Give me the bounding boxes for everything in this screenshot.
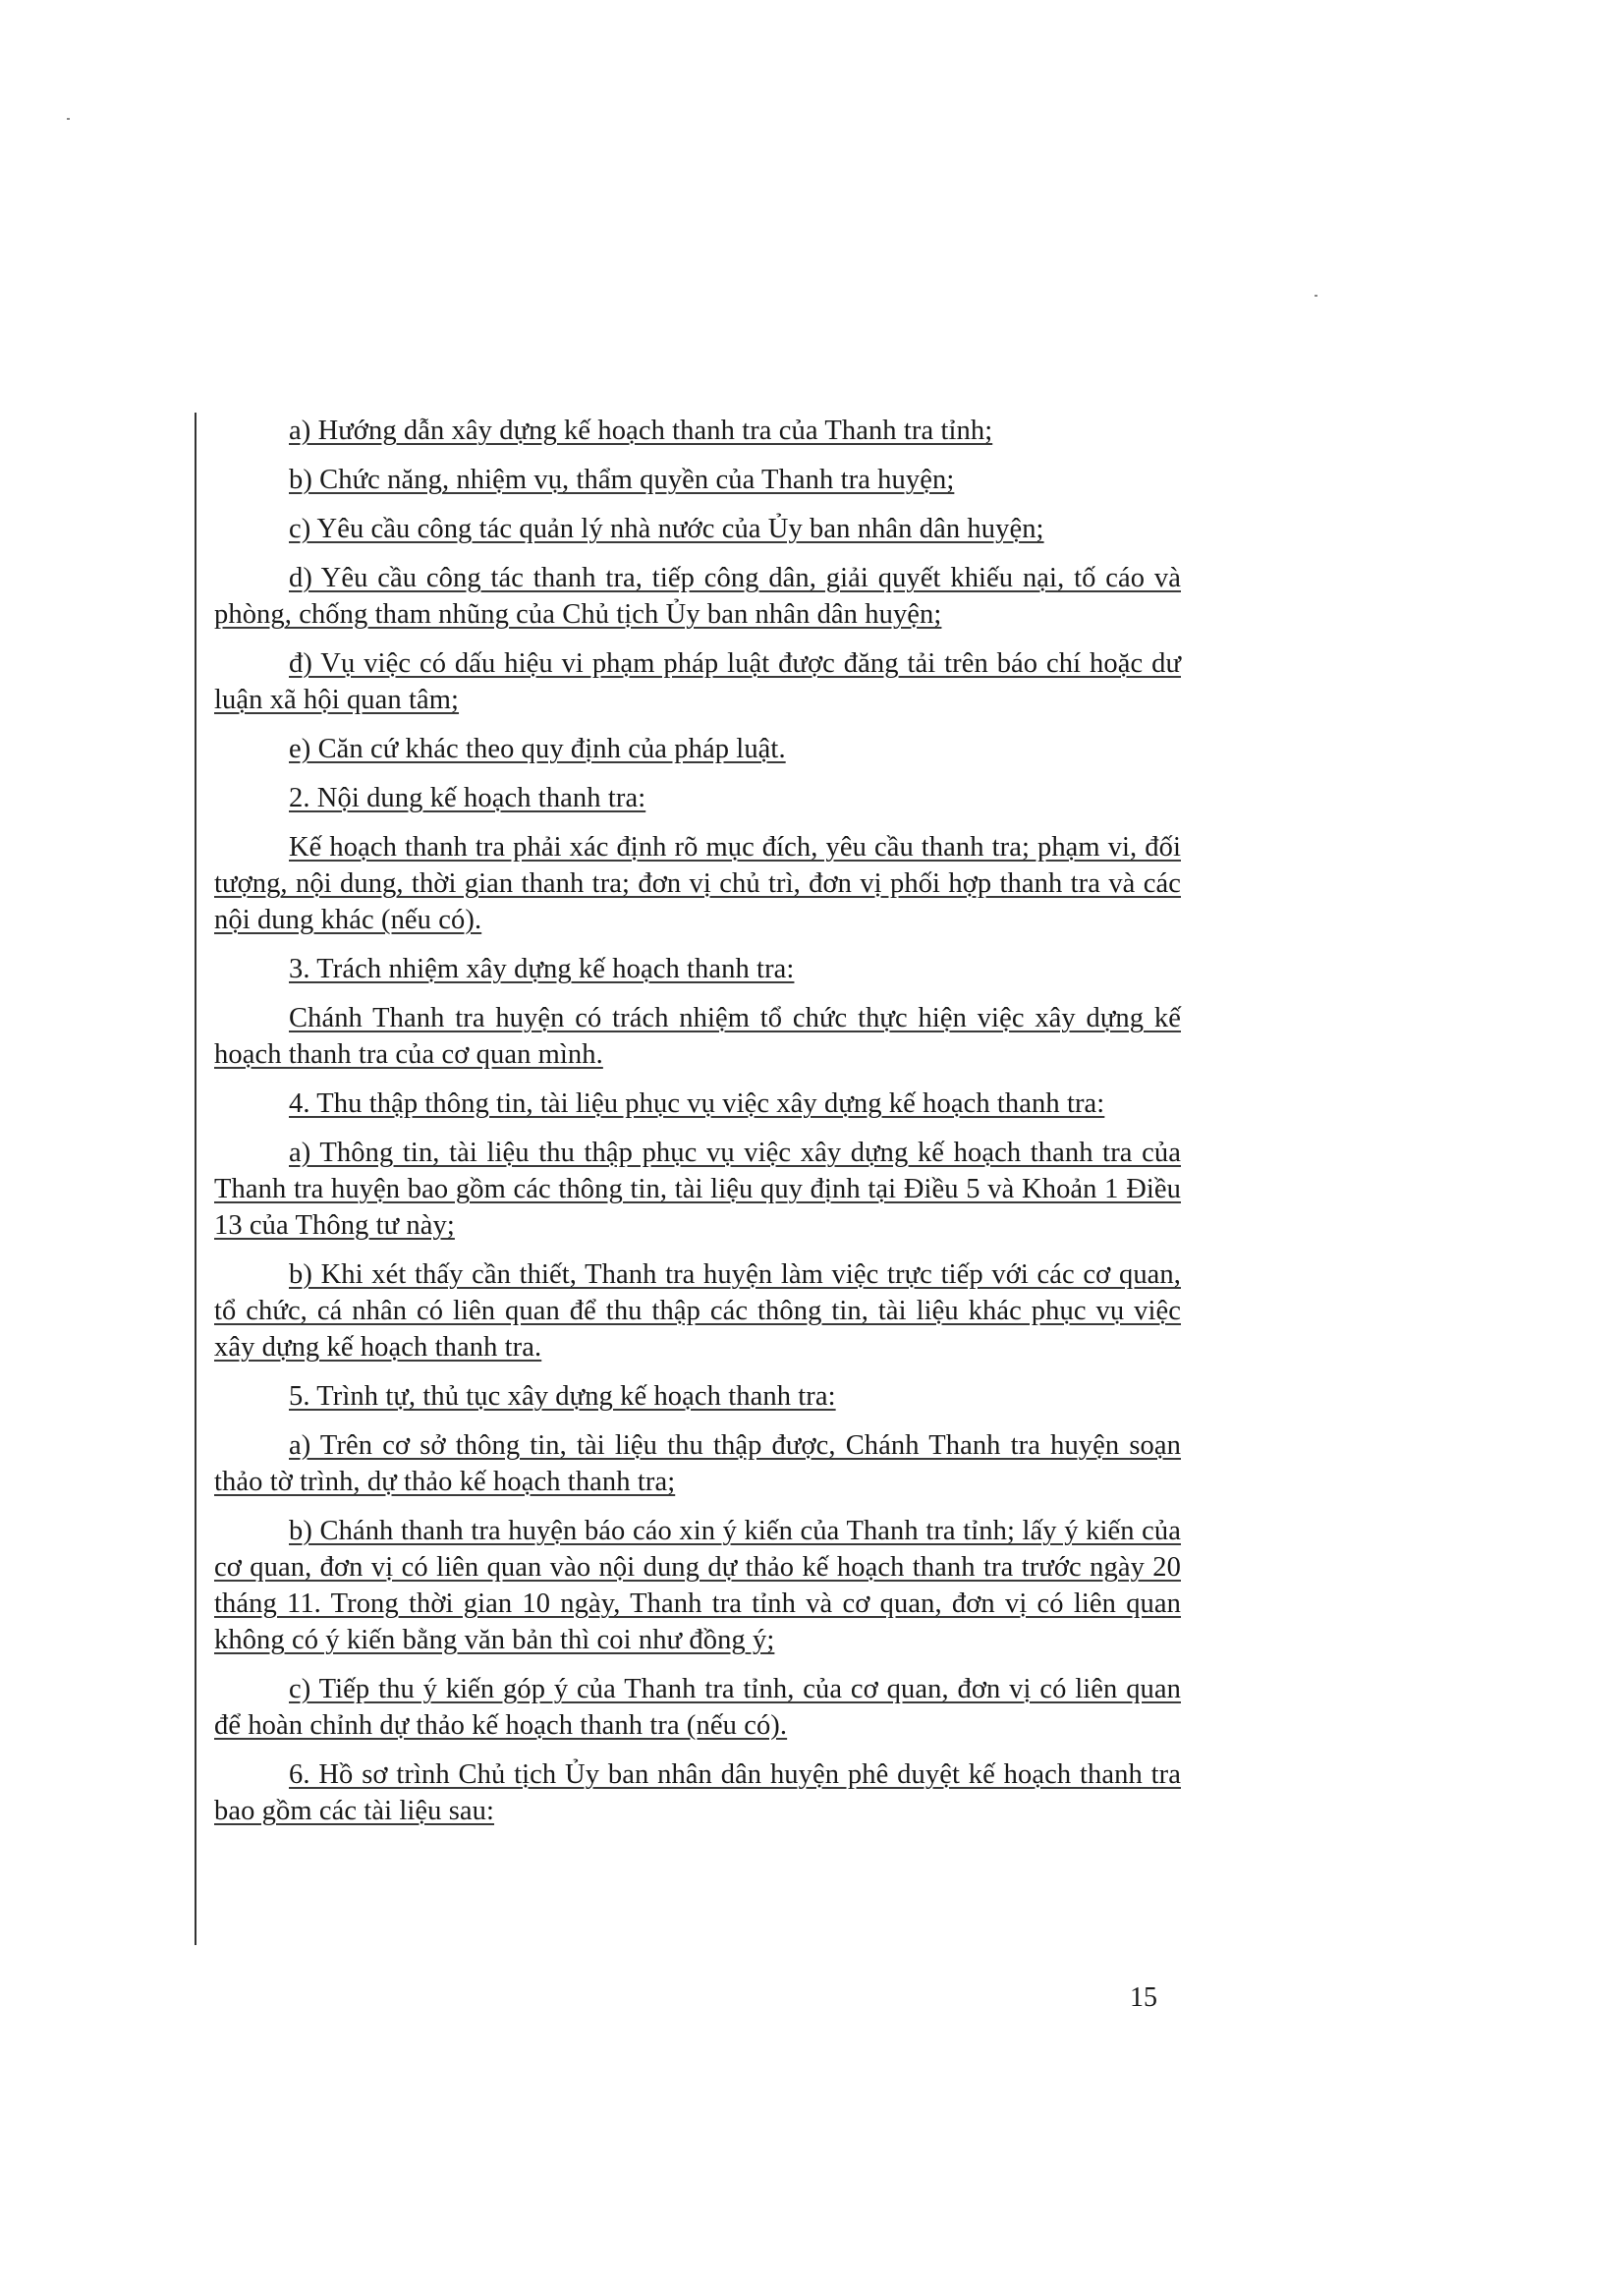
- paragraph: a) Thông tin, tài liệu thu thập phục vụ việc xây dựng kế hoạch thanh tra của Thanh tra huyện bao gồm các thông tin, tài liệu quy định tại Điều 5 và Khoản 1 Điều 13 của Thông tư này;: [214, 1138, 1181, 1241]
- document-body: [214, 413, 1181, 1829]
- paragraph: Kế hoạch thanh tra phải xác định rõ mục đích, yêu cầu thanh tra; phạm vi, đối tượng, nội dung, thời gian thanh tra; đơn vị chủ trì, đơn vị phối hợp thanh tra và các nội dung khác (nếu có).: [214, 832, 1181, 935]
- section-heading: 2. Nội dung kế hoạch thanh tra:: [289, 783, 646, 813]
- page-number: 15: [1130, 1982, 1157, 2013]
- scan-speck: [67, 118, 70, 120]
- paragraph: b) Khi xét thấy cần thiết, Thanh tra huyện làm việc trực tiếp với các cơ quan, tổ chức, cá nhân có liên quan để thu thập các thông tin, tài liệu khác phục vụ việc xây dựng kế hoạch thanh tra.: [214, 1259, 1181, 1363]
- paragraph: a) Trên cơ sở thông tin, tài liệu thu thập được, Chánh Thanh tra huyện soạn thảo tờ trình, dự thảo kế hoạch thanh tra;: [214, 1430, 1181, 1497]
- section-heading: 5. Trình tự, thủ tục xây dựng kế hoạch thanh tra:: [289, 1381, 836, 1412]
- section-heading: 4. Thu thập thông tin, tài liệu phục vụ việc xây dựng kế hoạch thanh tra:: [289, 1088, 1105, 1119]
- paragraph: b) Chức năng, nhiệm vụ, thẩm quyền của Thanh tra huyện;: [289, 465, 955, 495]
- section-heading: 3. Trách nhiệm xây dựng kế hoạch thanh tra:: [289, 954, 795, 984]
- paragraph: a) Hướng dẫn xây dựng kế hoạch thanh tra của Thanh tra tỉnh;: [289, 416, 993, 446]
- paragraph: Chánh Thanh tra huyện có trách nhiệm tổ chức thực hiện việc xây dựng kế hoạch thanh tra của cơ quan mình.: [214, 1003, 1181, 1070]
- scan-speck: [1315, 295, 1317, 297]
- paragraph: b) Chánh thanh tra huyện báo cáo xin ý kiến của Thanh tra tỉnh; lấy ý kiến của cơ quan, đơn vị có liên quan vào nội dung dự thảo kế hoạch thanh tra trước ngày 20 tháng 11. Trong thời gian 10 ngày, Thanh tra tỉnh và cơ quan, đơn vị có liên quan không có ý kiến bằng văn bản thì coi như đồng ý;: [214, 1516, 1181, 1655]
- paragraph: e) Căn cứ khác theo quy định của pháp luật.: [289, 734, 786, 764]
- margin-line: [195, 413, 196, 1945]
- paragraph: c) Tiếp thu ý kiến góp ý của Thanh tra tỉnh, của cơ quan, đơn vị có liên quan để hoàn chỉnh dự thảo kế hoạch thanh tra (nếu có).: [214, 1674, 1181, 1741]
- section-heading: 6. Hồ sơ trình Chủ tịch Ủy ban nhân dân huyện phê duyệt kế hoạch thanh tra bao gồm các tài liệu sau:: [214, 1759, 1181, 1826]
- paragraph: c) Yêu cầu công tác quản lý nhà nước của Ủy ban nhân dân huyện;: [289, 514, 1044, 544]
- paragraph: đ) Vụ việc có dấu hiệu vi phạm pháp luật được đăng tải trên báo chí hoặc dư luận xã hội quan tâm;: [214, 648, 1181, 715]
- paragraph: d) Yêu cầu công tác thanh tra, tiếp công dân, giải quyết khiếu nại, tố cáo và phòng, chống tham nhũng của Chủ tịch Ủy ban nhân dân huyện;: [214, 563, 1181, 630]
